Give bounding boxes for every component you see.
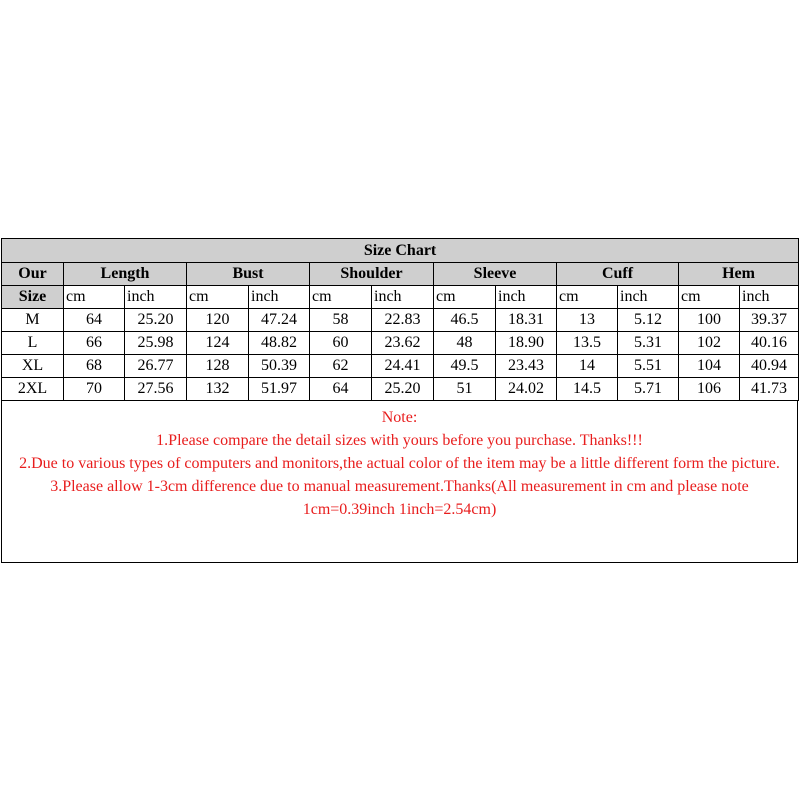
col-header-sleeve: Sleeve: [434, 263, 557, 286]
value-cell: 50.39: [249, 355, 310, 378]
value-cell: 40.94: [740, 355, 799, 378]
value-cell: 5.51: [618, 355, 679, 378]
size-header-top: Our: [2, 263, 64, 286]
value-cell: 39.37: [740, 309, 799, 332]
note-heading: Note:: [381, 409, 418, 426]
size-cell: XL: [2, 355, 64, 378]
value-cell: 120: [187, 309, 249, 332]
value-cell: 25.98: [125, 332, 187, 355]
value-cell: 66: [64, 332, 125, 355]
col-header-bust: Bust: [187, 263, 310, 286]
value-cell: 14: [557, 355, 618, 378]
value-cell: 13.5: [557, 332, 618, 355]
size-table: [1, 238, 799, 401]
value-cell: 18.90: [496, 332, 557, 355]
unit-label: inch: [618, 286, 679, 309]
unit-label: inch: [125, 286, 187, 309]
value-cell: 132: [187, 378, 249, 401]
unit-label: inch: [740, 286, 799, 309]
value-cell: 106: [679, 378, 740, 401]
unit-label: inch: [496, 286, 557, 309]
unit-label: cm: [557, 286, 618, 309]
table-row: [2, 355, 799, 378]
value-cell: 64: [310, 378, 372, 401]
value-cell: 13: [557, 309, 618, 332]
value-cell: 49.5: [434, 355, 496, 378]
value-cell: 25.20: [125, 309, 187, 332]
value-cell: 14.5: [557, 378, 618, 401]
size-chart: [1, 238, 798, 563]
unit-label: cm: [187, 286, 249, 309]
value-cell: 22.83: [372, 309, 434, 332]
note-line-1: 1.Please compare the detail sizes with yours before you purchase. Thanks!!!: [156, 432, 643, 449]
table-row: [2, 332, 799, 355]
value-cell: 23.62: [372, 332, 434, 355]
value-cell: 23.43: [496, 355, 557, 378]
unit-label: cm: [434, 286, 496, 309]
value-cell: 26.77: [125, 355, 187, 378]
col-header-shoulder: Shoulder: [310, 263, 434, 286]
value-cell: 48: [434, 332, 496, 355]
note-line-2: 2.Due to various types of computers and monitors,the actual color of the item may be a little different form the picture.: [19, 455, 780, 472]
table-title: Size Chart: [2, 239, 799, 263]
value-cell: 128: [187, 355, 249, 378]
value-cell: 25.20: [372, 378, 434, 401]
unit-label: cm: [64, 286, 125, 309]
value-cell: 104: [679, 355, 740, 378]
value-cell: 5.71: [618, 378, 679, 401]
value-cell: 64: [64, 309, 125, 332]
size-header-bottom: Size: [2, 286, 64, 309]
value-cell: 58: [310, 309, 372, 332]
value-cell: 62: [310, 355, 372, 378]
unit-label: inch: [372, 286, 434, 309]
value-cell: 27.56: [125, 378, 187, 401]
value-cell: 60: [310, 332, 372, 355]
value-cell: 124: [187, 332, 249, 355]
unit-label: inch: [249, 286, 310, 309]
unit-label: cm: [310, 286, 372, 309]
col-header-cuff: Cuff: [557, 263, 679, 286]
notes-box: [1, 401, 798, 563]
size-cell: M: [2, 309, 64, 332]
value-cell: 5.12: [618, 309, 679, 332]
value-cell: 46.5: [434, 309, 496, 332]
size-cell: L: [2, 332, 64, 355]
value-cell: 24.41: [372, 355, 434, 378]
value-cell: 5.31: [618, 332, 679, 355]
value-cell: 18.31: [496, 309, 557, 332]
value-cell: 51: [434, 378, 496, 401]
value-cell: 68: [64, 355, 125, 378]
unit-label: cm: [679, 286, 740, 309]
note-line-3: 3.Please allow 1-3cm difference due to manual measurement.Thanks(All measurement in cm and please note 1cm=0.39inch 1inch=2.54cm): [50, 478, 749, 518]
value-cell: 40.16: [740, 332, 799, 355]
size-cell: 2XL: [2, 378, 64, 401]
value-cell: 48.82: [249, 332, 310, 355]
table-row: [2, 378, 799, 401]
value-cell: 41.73: [740, 378, 799, 401]
col-header-hem: Hem: [679, 263, 799, 286]
value-cell: 70: [64, 378, 125, 401]
value-cell: 24.02: [496, 378, 557, 401]
table-row: [2, 309, 799, 332]
col-header-length: Length: [64, 263, 187, 286]
value-cell: 102: [679, 332, 740, 355]
value-cell: 100: [679, 309, 740, 332]
value-cell: 47.24: [249, 309, 310, 332]
value-cell: 51.97: [249, 378, 310, 401]
